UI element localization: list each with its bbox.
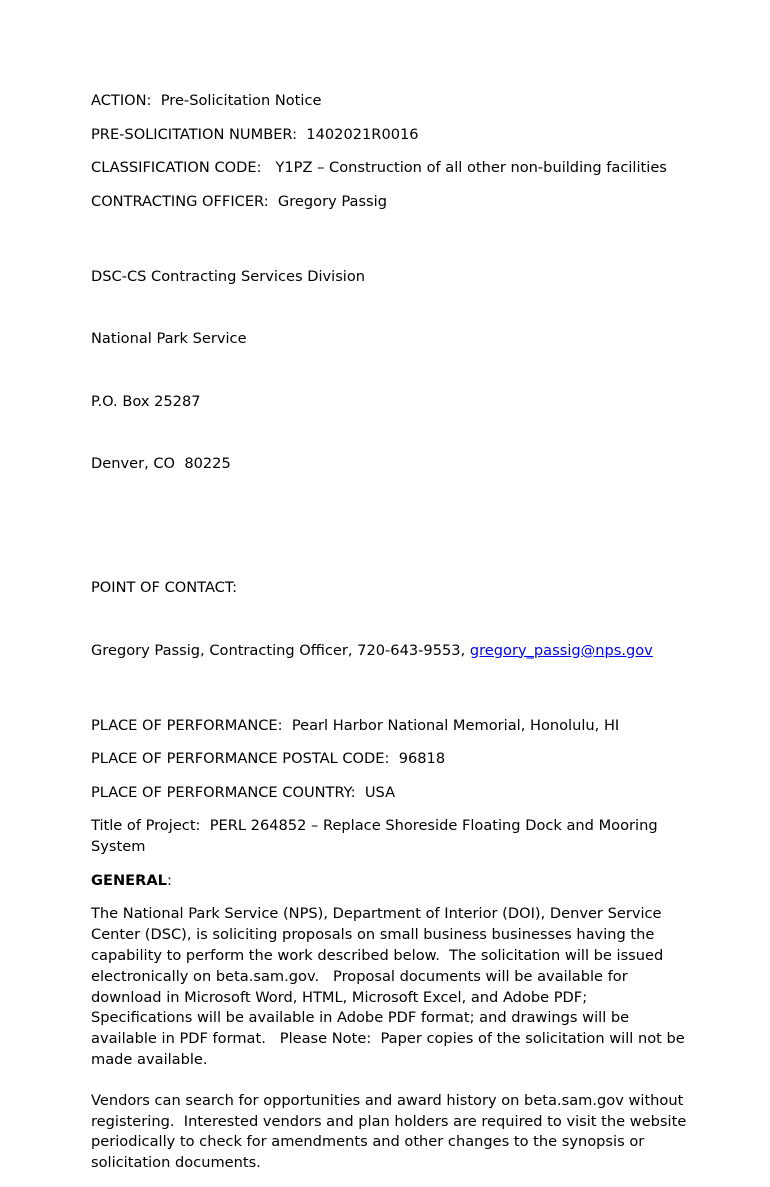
document-page xyxy=(91,91,691,1187)
general-colon: : xyxy=(166,871,172,889)
contact-email-link[interactable]: gregory_passig@nps.gov xyxy=(469,641,653,659)
point-of-contact-label: POINT OF CONTACT: xyxy=(91,579,238,597)
office-address xyxy=(91,225,691,516)
point-of-contact xyxy=(91,537,691,703)
address-line-2: National Park Service xyxy=(91,330,247,348)
general-heading-line xyxy=(91,871,691,892)
point-of-contact-text: Gregory Passig, Contracting Officer, 720-643-9553, xyxy=(91,641,470,659)
project-title: Title of Project: PERL 264852 – Replace Shoreside Floating Dock and Mooring System xyxy=(91,817,663,856)
place-of-performance: PLACE OF PERFORMANCE: Pearl Harbor National Memorial, Honolulu, HI xyxy=(91,716,620,734)
general-heading: GENERAL xyxy=(91,871,167,889)
classification-code: CLASSIFICATION CODE: Y1PZ – Construction of all other non-building facilities xyxy=(91,159,667,177)
action-line: ACTION: Pre-Solicitation Notice xyxy=(91,92,322,109)
point-of-contact-line xyxy=(91,641,691,662)
general-paragraph-1: The National Park Service (NPS), Department of Interior (DOI), Denver Service Center (DSC), is soliciting proposals on small business businesses having the capability to perform the work described below. The solicitation will be issued electronically on beta.sam.gov. Proposal documents will be available for download in Microsoft Word, HTML, Microsoft Excel, and Adobe PDF; Specifications will be available in Adobe PDF format; and drawings will be available in PDF format. Please Note: Paper copies of the solicitation will not be made available. xyxy=(91,905,690,1069)
address-line-3: P.O. Box 25287 xyxy=(91,392,201,410)
presolicitation-number: PRE-SOLICITATION NUMBER: 1402021R0016 xyxy=(91,125,419,143)
address-line-4: Denver, CO 80225 xyxy=(91,455,231,473)
postal-code: PLACE OF PERFORMANCE POSTAL CODE: 96818 xyxy=(91,750,446,768)
general-paragraph-2: Vendors can search for opportunities and award history on beta.sam.gov without registering. Interested vendors and plan holders are required to visit the website periodically to check for amendments and other changes to the synopsis or solicitation documents. xyxy=(91,1091,691,1172)
address-line-1: DSC-CS Contracting Services Division xyxy=(91,267,366,285)
contracting-officer: CONTRACTING OFFICER: Gregory Passig xyxy=(91,192,387,210)
performance-country: PLACE OF PERFORMANCE COUNTRY: USA xyxy=(91,783,396,801)
